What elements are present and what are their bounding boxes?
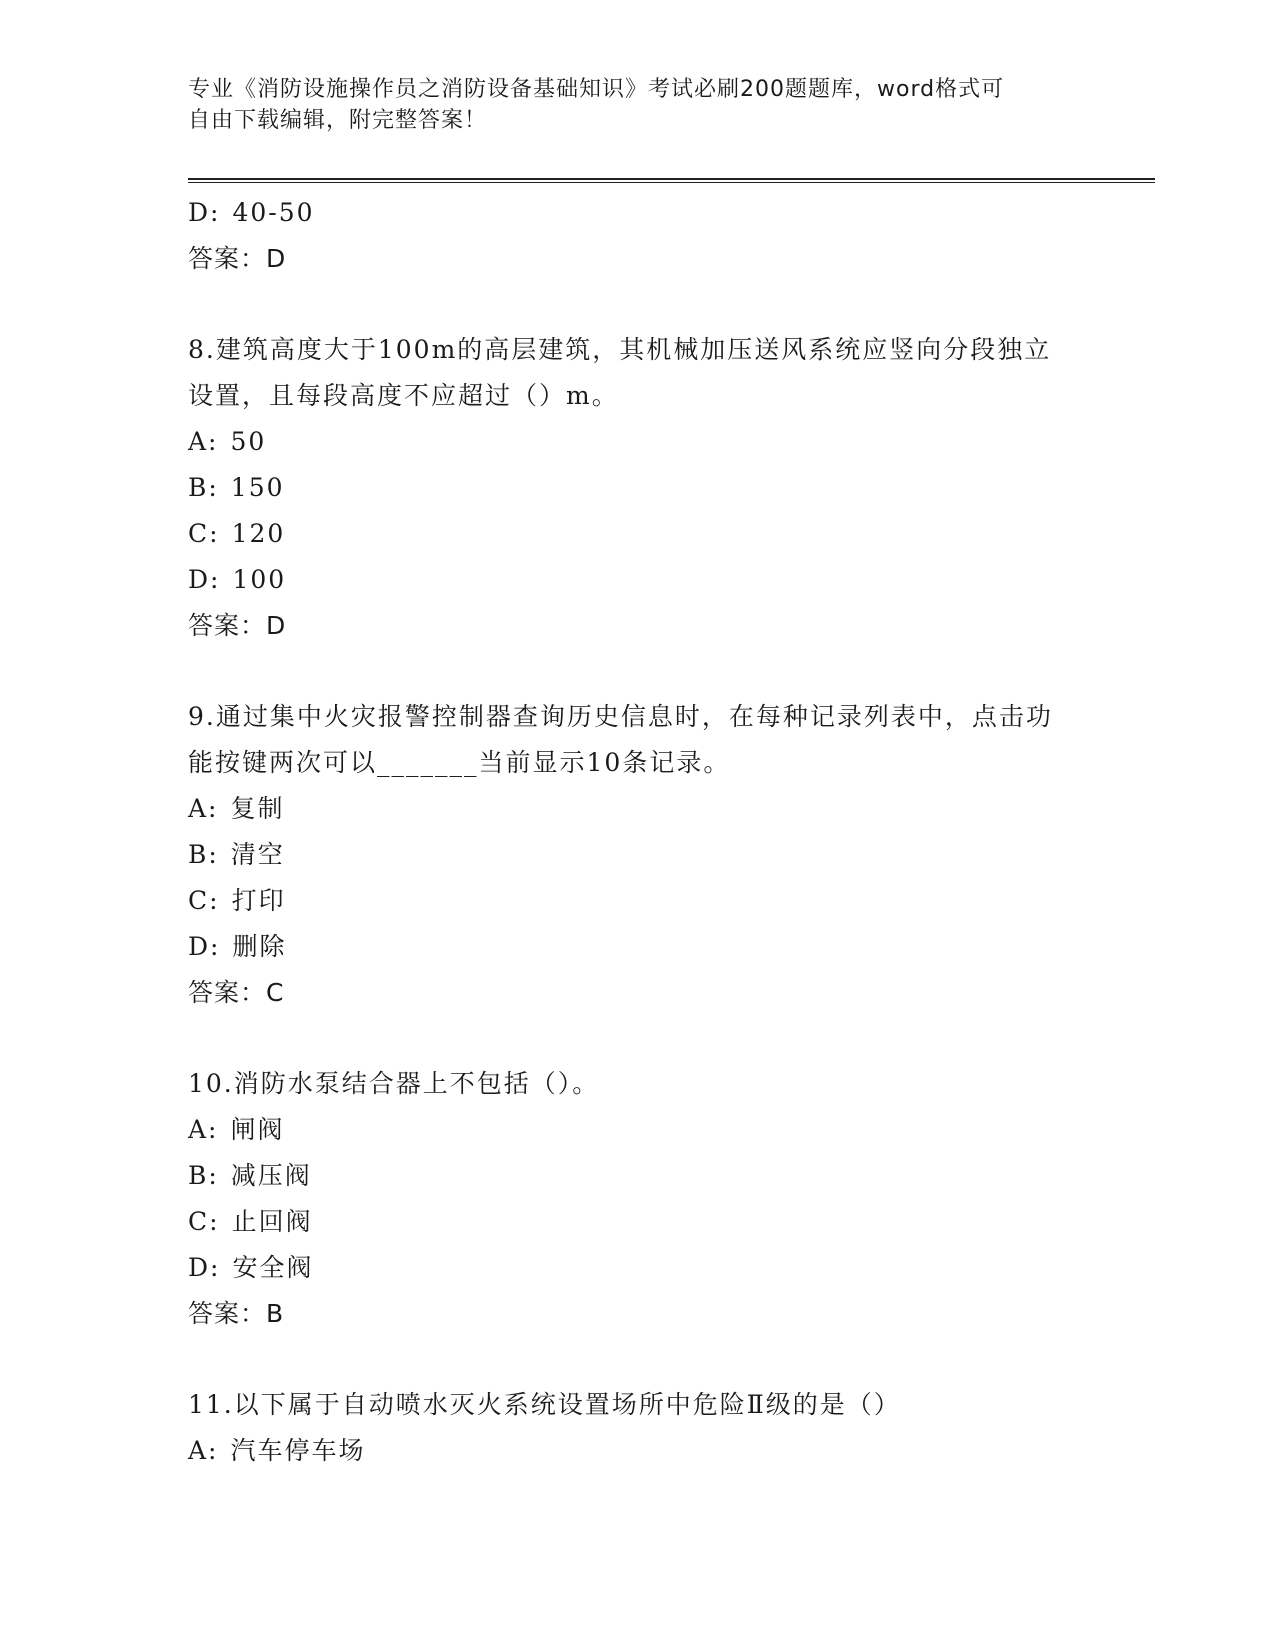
option-label: B: [188, 1161, 219, 1190]
header-divider-bottom [188, 182, 1155, 183]
spacer [188, 282, 1078, 327]
option-item [188, 924, 1078, 970]
option-value: 150 [230, 473, 285, 502]
option-label: D: [188, 565, 221, 594]
option-label: A: [188, 1436, 219, 1465]
option-value: 清空 [230, 840, 285, 869]
option-label: D: [188, 198, 221, 227]
option-label: A: [188, 427, 219, 456]
option-item [188, 1107, 1078, 1153]
answer-text: 答案：D [188, 244, 287, 273]
option-value: 止回阀 [231, 1207, 313, 1236]
option-value: 复制 [230, 794, 285, 823]
option-value: 100 [232, 565, 287, 594]
spacer [188, 1016, 1078, 1061]
option-item [188, 878, 1078, 924]
spacer [188, 649, 1078, 694]
option-item [188, 465, 1078, 511]
option-label: C: [188, 519, 220, 548]
option-value: 120 [231, 519, 286, 548]
answer-text: 答案：B [188, 1299, 285, 1328]
option-label: A: [188, 794, 219, 823]
option-item [188, 190, 1078, 236]
option-value: 安全阀 [232, 1253, 314, 1282]
answer-text: 答案：C [188, 978, 285, 1007]
option-item [188, 419, 1078, 465]
option-label: D: [188, 932, 221, 961]
option-value: 闸阀 [230, 1115, 285, 1144]
option-item [188, 557, 1078, 603]
option-label: D: [188, 1253, 221, 1282]
option-item [188, 786, 1078, 832]
header-title-line-2: 自由下载编辑，附完整答案！ [188, 108, 488, 133]
option-value: 50 [230, 427, 267, 456]
spacer [188, 1337, 1078, 1382]
option-value: 汽车停车场 [230, 1436, 366, 1465]
option-label: A: [188, 1115, 219, 1144]
option-item [188, 832, 1078, 878]
option-label: C: [188, 1207, 220, 1236]
document-header [188, 74, 1068, 136]
option-item [188, 1199, 1078, 1245]
question-text: 11.以下属于自动喷水灭火系统设置场所中危险Ⅱ级的是（） [188, 1390, 901, 1419]
option-item [188, 1153, 1078, 1199]
option-item [188, 511, 1078, 557]
option-label: C: [188, 886, 220, 915]
answer-text: 答案：D [188, 611, 287, 640]
option-item [188, 1245, 1078, 1291]
option-item [188, 1428, 1078, 1474]
option-value: 删除 [232, 932, 287, 961]
header-title-line-1: 专业《消防设施操作员之消防设备基础知识》考试必刷200题题库，word格式可 [188, 77, 1005, 102]
question-text: 8.建筑高度大于100m的高层建筑，其机械加压送风系统应竖向分段独立设置，且每段高度不应超过（）m。 [188, 335, 1052, 410]
option-value: 打印 [231, 886, 286, 915]
option-value: 40-50 [232, 198, 315, 227]
question-text: 9.通过集中火灾报警控制器查询历史信息时，在每种记录列表中，点击功能按键两次可以_______当前显示10条记录。 [188, 702, 1053, 777]
header-divider-top [188, 178, 1155, 180]
question-content [188, 190, 1078, 1474]
option-label: B: [188, 840, 219, 869]
question-text: 10.消防水泵结合器上不包括（）。 [188, 1069, 600, 1098]
option-value: 减压阀 [230, 1161, 312, 1190]
option-label: B: [188, 473, 219, 502]
